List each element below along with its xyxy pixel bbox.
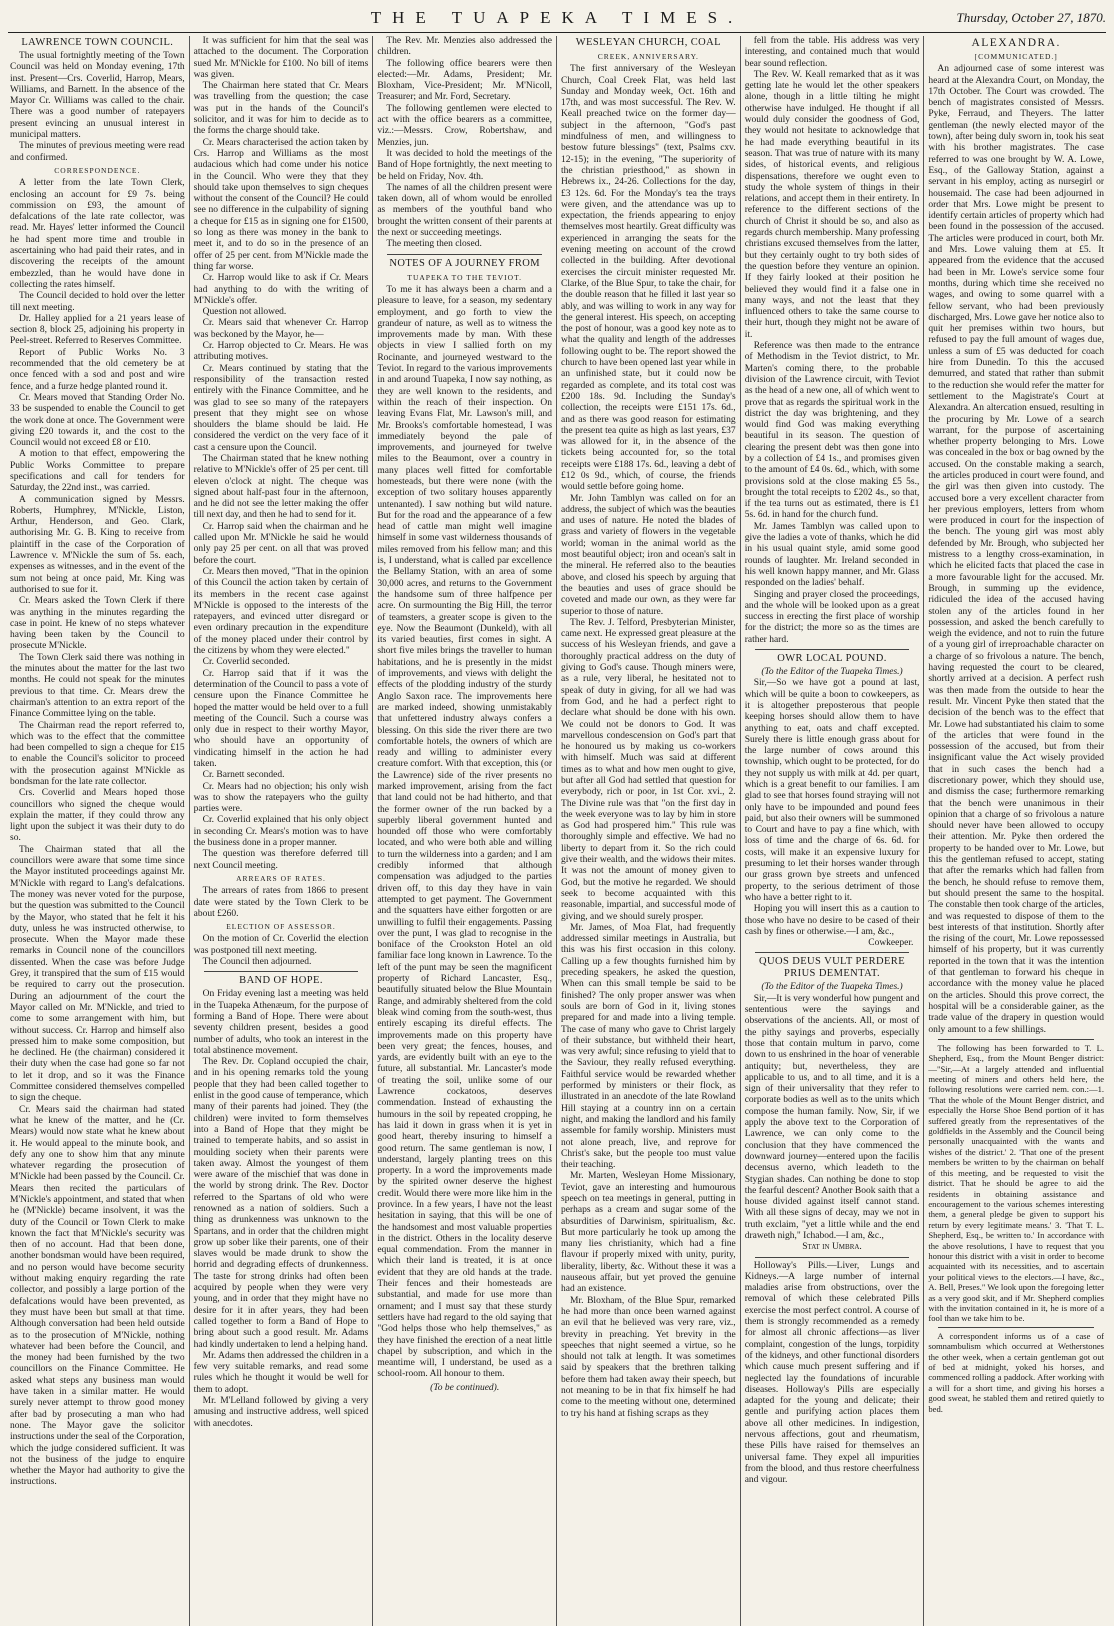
article-paragraph: Cr. Harrop objected to Cr. Mears. He was attributing motives.	[193, 341, 369, 363]
article-paragraph: An adjourned case of some interest was heard at the Alexandra Court, on Monday, the 17th October. The Court was crowded. The bench of magistrates consisted of Messrs. Pyke, Ferraud, and Theyers. The latter gentleman (the newly elected mayor of the town), after being duly sworn in, took his seat with his brother magistrates. The case referred to was one brought by W. A. Lowe, Esq., of the Galloway Station, against a servant in his employ, acting as nursegirl or housemaid. The case had been adjourned in order that Mrs. Lowe might be present to identify certain articles of property which had been found in the possession of the accused. The articles were produced in court, both Mr. and Mrs. Lowe valuing them at £5. It appeared from the evidence that the accused had been in Mr. Lowe's service some four months, during which time she received no wages, and owing to some quarrel with a fellow servant, who had been previously discharged, Mrs. Lowe gave her notice also to quit her premises within two hours, but refused to pay the full amount of wages due, unless a sum of £5 was deducted for coach hire from Dunedin. To this the accused demurred, and stated that rather than submit to the reduction she would refer the matter for settlement to the Magistrate's Court at Alexandra. An altercation ensued, resulting in the procuring by Mr. Lowe of a search warrant, for the purpose of ascertaining whether property belonging to Mrs. Lowe was concealed in the box or bag owned by the accused. On the constable making a search, the articles produced in court were found, and the girl was then given into custody. The accused bore a very excellent character from her previous employers, letters from whom were produced in court for the inspection of the bench. The young girl was most ably defended by Mr. Brough, who subjected her mistress to a lengthy cross-examination, in which he elicited facts that placed the case in a more favourable light for the accused. Mr. Brough, in summing up the evidence, ridiculed the idea of the accused having stolen any of the articles found in her possession, and asked the bench carefully to weigh the evidence, and not to ruin the future of a young girl of irreproachable character on a charge of so frivolous a nature. The bench, having requested the court to be cleared, shortly arrived at a decision. A perfect rush was then made from the outside to hear the result. Mr. Vincent Pyke then stated that the decision of the bench was to the effect that Mr. Lowe had substantiated his claim to some of the articles that were found in the possession of the accused, but from their insignificant value the Act wisely provided that in such cases the bench had a discretionary power, which they should use, and dismiss the case; furthermore remarking that the bench were unanimous in their opinion that a charge of so frivolous a nature should never have been allowed to occupy their attention. Mr. Pyke then ordered the property to be handed over to Mr. Lowe, but this the gentleman refused to accept, stating that after the remarks which had fallen from the bench, he should refuse to remove them, but should present the same to the hospital. The constable then took charge of the articles, and was requested to dispose of them to the best interests of that institution. Shortly after the rising of the court, Mr. Lowe repossessed himself of his property, but it was currently reported in the town that it was the intention of that gentleman to forward his cheque in accordance with the money value he placed on the articles. Should this prove correct, the hospital will be a considerable gainer, as the trade value of the drapery in question would only amount to a few shillings.	[928, 64, 1105, 1035]
article-subheading: ELECTION OF ASSESSOR.	[226, 922, 336, 932]
article-subheading: CREEK, ANNIVERSARY.	[597, 52, 699, 61]
article-paragraph: Mr. John Tamblyn was called on for an address, the subject of which was the beauties and uses of nature. He noted the blades of grass and variety of flowers in the vegetable world; woman in the animal world as the most beautiful object; iron and ocean's salt in the mineral. He referred also to the beauties above, and closed his speech by arguing that the beauties and uses of grace should be coveted and made our own, as they were far superior to those of nature.	[561, 493, 736, 617]
article-paragraph: The first anniversary of the Wesleyan Church, Coal Creek Flat, was held last Sunday and Monday week, Oct. 16th and 17th, and was most successful. The Rev. W. Keall preached twice on the former day—subject in the afternoon, "God's past mindfulness of men, and willingness to bestow future blessings" (text, Psalms cxv. 12-15); in the evening, "The superiority of the christian priesthood," as shown in Hebrews ix., 24-26. Collections for the day, £3 12s. 6d. For the Monday's tea the trays were given, and the attendance was up to expectation, the friends appearing to enjoy themselves most heartily. Great difficulty was experienced in arranging the seats for the evening meeting on account of the crowd collected in the building. After devotional exercises the circuit minister requested Mr. Clarke, of the Blue Spur, to take the chair, for the double reason that he filled it last year so ably, and was willing to work in any way for the general interest. His speech, on accepting the post of honour, was a good key note as to what the quality and length of the addresses following ought to be. The report showed the church to have been opened last year while in an unfinished state, but it could now be regarded as complete, and its total cost was £200 18s. 9d. Including the Sunday's collection, the receipts were £151 17s. 6d., and as there was good reason for estimating the present tea quite as high as last years, £37 was allowed for it, in the absence of the tickets being accounted for, so the total receipts were £188 17s. 6d., leaving a debt of £12 0s 9d., which, of course, the friends would settle before going home.	[561, 64, 736, 493]
article-paragraph: A communication signed by Messrs. Roberts, Humphrey, M'Nickle, Liston, Arthur, Henderson, and Geo. Clark, authorising Mr. G. B. King to receive from plaintiff in the case of the Corporation of Lawrence v. M'Nickle the sum of 5s. each, expenses as witnesses, and in the event of the sum not being at once paid, Mr. King was authorised to sue for it.	[10, 494, 185, 595]
article-paragraph: On the motion of Cr. Coverlid the election was postponed till next meeting.	[193, 934, 369, 956]
article-paragraph: Cr. Coverlid explained that his only object in seconding Cr. Mears's motion was to have the business done in a proper manner.	[193, 815, 369, 849]
article-paragraph: Reference was then made to the entrance of Methodism in the Teviot district, to Mr. Marten's coming there, to the probable division of the Lawrence circuit, with Teviot as the head of a new one, all of which went to prove that as regards the spiritual work in the district the day was brightening, and they would find God was making everything beautiful in its season. The question of clearing the present debt was then gone into by a collection of £4 1s., and promises given to the amount of £4 0s. 6d., which, with some provisions sold at the close making £5 5s., brought the total receipts to £202 4s., so that, if the tea turns out as estimated, there is £1 5s. 6d. in hand for the church fund.	[744, 341, 920, 521]
article-paragraph: Cr. Mears had no objection; his only wish was to show the ratepayers who the guilty parties were.	[193, 781, 369, 815]
column-6	[924, 36, 1108, 1626]
column-rule	[938, 1327, 1094, 1328]
article-paragraph: The usual fortnightly meeting of the Town Council was held on Monday evening, 17th inst. Present—Crs. Coverlid, Harrop, Mears, Williams, and Barnett. In the absence of the Mayor Cr. Williams was called to the chair. There was a good number of ratepayers present evincing an unusual interest in municipal matters.	[10, 51, 185, 141]
article-paragraph: Mr. Adams then addressed the children in a few very suitable remarks, and read some rules which he thought it would be well for them to adopt.	[193, 1350, 369, 1395]
newspaper-title: THE TUAPEKA TIMES.	[370, 8, 744, 27]
article-heading: NOTES OF A JOURNEY FROM	[389, 257, 540, 269]
article-paragraph: To me it has always been a charm and a pleasure to leave, for a season, my sedentary employment, and go forth to view the grandeur of nature, as well as to witness the improvements made by man. With these objects in view I sallied forth on my Rocinante, and journeyed westward to the Teviot. In regard to the various improvements in and around Tuapeka, I now say nothing, as they are well known to the residents, and within the reach of their inspection. On leaving Evans Flat, Mr. Lawson's mill, and Mr. Brooks's comfortable homestead, I was immediately beyond the pale of improvements, and journeyed for twelve miles to the Beaumont, over a country in many places well fitted for comfortable homesteads, but there were none (with the exception of two solitary houses apparently untenanted). I saw nothing but wild nature. But for the road and the appearance of a few head of cattle man might well imagine himself in some vast wilderness thousands of miles removed from his fellow man; and this is, I understand, what is called par excellence the Bellamy Station, with an area of some 30,000 acres, and returns to the Government the handsome sum of three halfpence per acre. On surmounting the Big Hill, the terror of teamsters, a greater scope is given to the eye. Now the Beaumont (Dunkeld), with all its varied beauties, first comes in sight. A short five miles brings the traveller to human habitations, and he is presently in the midst of improvements, and views with delight the effects of the plodding industry of the sturdy Anglo Saxon race. The improvements here are marked indeed, showing unmistakably that unfettered industry always confers a blessing. On this side the river there are two comfortable hotels, the owners of which are ready and willing to administer every creature comfort. With that exception, this (or the Lawrence) side of the river presents no marked improvement, arising from the fact that land could not be had hitherto, and that the former owner of the run backed by a superbly liberal government hunted and hounded off those who were comfortably located, and who were both able and willing to turn the wilderness into a garden; and I am credibly informed that although compensation was adjudged to the parties driven off, to this day they have in vain attempted to get payment. The Government and the squatters have either forgotten or are unwilling to fulfil their engagements. Passing over the punt, I was glad to recognise in the boniface of the Crookston Hotel an old familiar face long known in Lawrence. To the left of the punt may be seen the magnificent property of Richard Lancaster, Esq., beautifully situated below the Blue Mountain Range, and admirably sheltered from the cold bleak wind coming from the south-west, thus entirely escaping its direful effects. The improvements made on this property have been very great; the fences, houses, and yards, are evidently built with an eye to the future, all substantial. Mr. Lancaster's mode of treating the soil, unlike some of our Lawrence cockatoos, deserves commendation. Instead of exhausting the humours in the soil by repeated cropping, he has laid it down in grass when it is yet in good heart, thereby insuring to himself a good return. The same gentleman is now, I understand, largely planting trees on this property. In a word the improvements made by the spirited owner deserve the highest credit. Would there were more like him in the province. In a few years, I have not the least hesitation in saying, that this will be one of the handsomest and most valuable properties in the district. Others in the locality deserve equal commendation. From the manner in which their land is treated, it is at once evident that they are old hands at the trade. Their fences and their homesteads are substantial, and made for use more than ornament; and I must say that these sturdy settlers have had regard to the old saying that "God helps those who help themselves," as they have finished the erection of a neat little chapel by subscription, and which in the meantime will, I understand, be used as a school-room. All honour to them.	[377, 284, 553, 1380]
article-paragraph: Cr. Coverlid seconded.	[202, 657, 290, 668]
article-paragraph: Holloway's Pills.—Liver, Lungs and Kidneys.—A large number of internal maladies arise from obstructions, over the removal of which these celebrated Pills exercise the most perfect control. A course of them is strongly recommended as a remedy for almost all chronic affections—as liver complaint, congestion of the lungs, torpidity of the kidneys, and other functional disorders which cause much present suffering and if neglected lay the foundations of incurable diseases. Holloway's Pills are especially adapted for the young and delicate; their gentle and purifying action places them above all other medicines. In indigestion, nervous affections, gout and rheumatism, these Pills have raised for themselves an universal fame. They expel all impurities from the blood, and thus restore cheerfulness and vigour.	[744, 1260, 920, 1486]
article-paragraph: Crs. Coverlid and Mears hoped those councillors who signed the cheque would explain the matter, if they could throw any light upon the subject it was their duty to do so.	[10, 788, 185, 844]
column-2	[190, 36, 374, 1626]
article-paragraph: The names of all the children present were taken down, all of whom would be enrolled as members of the youthful band who brought the written consent of their parents at the next or succeeding meetings.	[377, 182, 553, 239]
article-paragraph: Dr. Halley applied for a 21 years lease of section 8, block 25, adjoining his property in Peel-street. Referred to Reserves Committee.	[10, 313, 185, 347]
article-heading: ALEXANDRA.	[971, 37, 1061, 49]
article-paragraph: The Rev. W. Keall remarked that as it was getting late he would let the other speakers alone, though in a little tilting he might otherwise have indulged. He thought if all would duly consider the goodness of God, they would not hesitate to acknowledge that he had made everything beautiful in its season. That was true of nature with its many sides, of historical events, and religious dispensations, therefore we ought even to study the whole system of things in their relations, and accept them in their entirety. In reference to the different sections of the church of Christ it should be so, and also as regards church membership. Many professing christians excused themselves from the latter, but they certainly ought to try both sides of the question before they venture an opinion. If they fairly looked at their position he believed they would find it a false one in many ways, and not the least that they influenced others to take the same course to their hurt, though they might not be aware of it.	[744, 69, 920, 340]
article-paragraph: Cr. Barnett seconded.	[202, 770, 285, 781]
article-paragraph: The following gentlemen were elected to act with the office bearers as a committee, viz.:—Messrs. Crow, Robertshaw, and Menzies, jun.	[377, 103, 553, 148]
article-paragraph: The Chairman stated that he knew nothing relative to M'Nickle's offer of 25 per cent. till eleven o'clock at night. The cheque was signed about half-past four in the afternoon, and he did not see the letter making the offer till next day, and then he had to send for it.	[193, 453, 369, 521]
article-paragraph: Cr. Harrop said that if it was the determination of the Council to pass a vote of censure upon the Finance Committee he hoped the matter would be held over to a full meeting of the Council. Such a course was only due in respect to their worthy Mayor, who should have an opportunity of vindicating himself in the action he had taken.	[193, 668, 369, 769]
news-paragraph: The following has been forwarded to T. L. Shepherd, Esq., from the Mount Benger district:—"Sir,—At a largely attended and influential meeting of miners and others held here, the following resolutions were carried nem. con.:—1. 'That the whole of the Mount Benger district, and especially the Horse Shoe Bend portion of it has suffered greatly from the representatives of the goldfields in the Assembly and the Council being personally unacquainted with the wants and wishes of the district.' 2. 'That one of the present members be written to by the chairman on behalf of this meeting, and be requested to visit the district. That he should be agree to aid the residents in obtaining assistance and encouragement to the various schemes interesting them, a general pledge be given to support his return by every legitimate means.' 3. 'That T. L. Shepherd, Esq., be written to.' In accordance with the above resolutions, I have to request that you honour this district with a visit in order to become acquainted with its necessities, and to ascertain your political views to the electors.—I have, &c., A. Bell, Preses." We look upon the foregoing letter as a very good skit, and if Mr. Shepherd complies with the invitation contained in it, he is more of a fool than we take him to be.	[928, 1042, 1105, 1324]
article-paragraph: Sir,—So we have got a pound at last, which will be quite a boon to cowkeepers, as it is altogether preposterous that people keeping horses should allow them to have anything to eat, oats and chaff excepted. Surely there is little enough grass about for the large number of cows around this township, which ought to be protected, for do they not supply us with milk at 4d. per quart, which is a great benefit to our families. I am glad to see that horses found straying will not only have to be impounded and pound fees paid, but also their owners will be summoned to Court and have to pay a fine which, with loss of time and the charge of 6s. 6d. for costs, will make it an expensive luxury for presuming to let their horses wander through our grass grown bye streets and unfenced property, to the serious detriment of those who have a better right to it.	[744, 678, 920, 903]
article-subheading: ARREARS OF RATES.	[236, 873, 326, 883]
article-paragraph: Report of Public Works No. 3 recommended that the old cemetery be at once fenced with a sod and post and wire fence, and a furze hedge planted round it.	[10, 347, 185, 392]
article-paragraph: The Council decided to hold over the letter till next meeting.	[10, 291, 185, 313]
article-paragraph: The arrears of rates from 1866 to present date were stated by the Town Clerk to be about £260.	[193, 886, 369, 919]
editor-address: (To the Editor of the Tuapeka Times.)	[761, 667, 903, 678]
article-paragraph: Mr. M'Lelland followed by giving a very amusing and instructive address, well spiced with anecdotes.	[193, 1396, 369, 1429]
article-paragraph: Cr. Mears said the chairman had stated what he knew of the matter, and he (Cr. Mears) would now state what he knew about it. He would appeal to the minute book, and defy any one to show him that any minute whatever regarding the prosecution of M'Nickle had been passed by the Council. Cr. Mears then recited the particulars of M'Nickle's appointment, and stated that when he (M'Nickle) became insolvent, it was the duty of the Council or Town Clerk to make known the fact that M'Nickle's security was then of no account. Had that been done, another bondsman would have been required, and no person would have become security without making enquiry regarding the rate collector, and possibly a large portion of the defalcations would have been prevented, as they must have been but small at that time. Although conversation had been held outside as to the prosecution of M'Nickle, nothing whatever had been before the Council, and the money had been furnished by the two councillors on the Finance Committee. He asked what steps any business man would have taken in a similar matter. He would surely never attempt to throw good money after bad by prosecuting a man who had none. The Mayor gave the solicitor instructions under the seal of the Corporation, which the judge considered sufficient. It was not the business of the judge to enquire whether the Mayor had authority to give the instructions.	[10, 1104, 185, 1488]
column-5	[741, 36, 925, 1626]
article-paragraph: The Council then adjourned.	[202, 957, 312, 968]
letter-signature: Stat in Umbra.	[802, 1242, 862, 1253]
article-paragraph: Cr. Mears moved that Standing Order No. 33 be suspended to enable the Council to get the work done at once. The Government were giving £20 towards it, and the cost to the Council would not exceed £8 or £10.	[10, 392, 185, 449]
article-paragraph: It was decided to hold the meetings of the Band of Hope fortnightly, the next meeting to be held on Friday, Nov. 4th.	[377, 148, 553, 182]
article-paragraph: Cr. Mears characterised the action taken by Crs. Harrop and Williams as the most audacious which had come under his notice in the Council. Who were they that they should take upon themselves to sign cheques without the consent of the Council? He could see no difference in the culpability of signing a cheque for £15 as in signing one for £1500, so long as there was money in the bank to meet it, and to do so in the presence of an offer of 25 per cent. from M'Nickle made the thing far worse.	[193, 137, 369, 272]
column-rule	[204, 971, 359, 972]
article-paragraph: The following office bearers were then elected:—Mr. Adams, President; Mr. Bloxham, Vice-President; Mr. M'Nicoll, Treasurer; and Mr. Ford, Secretary.	[377, 58, 553, 103]
article-paragraph: Mr. James Tamblyn was called upon to give the ladies a vote of thanks, which he did in his usual quaint style, amid some good rounds of laughter. Mr. Ireland seconded in his well known happy manner, and Mr. Glass responded on the ladies' behalf.	[744, 521, 920, 589]
article-paragraph: Cr. Mears asked the Town Clerk if there was anything in the minutes regarding the case in point. He knew of no steps whatever having been taken by the Council to prosecute M'Nickle.	[10, 596, 185, 652]
column-4	[557, 36, 741, 1626]
article-paragraph: The Town Clerk said there was nothing in the minutes about the matter for the last two months. He could not speak for the minutes previous to that time. Cr. Mears drew the chairman's attention to an extra report of the Finance Committee lying on the table.	[10, 652, 185, 720]
column-rule	[755, 649, 910, 650]
masthead	[8, 6, 1106, 33]
article-paragraph: Sir,—It is very wonderful how pungent and sententious were the sayings and observations of the ancients. All, or most of the pithy sayings and proverbs, especially those that contain multum in parvo, come down to us enshrined in the hoar of venerable antiquity; but, nevertheless, they are applicable to us, and to all time, and it is a sign of their universality that they refer to corporate bodies as well as to the units which compose the human family. Now, Sir, if we apply the above text to the Corporation of Lawrence, we can only come to the conclusion that they have commenced the downward journey—entered upon the facilis decensus averno, which leadeth to the Stygian shades. Can nothing be done to stop the fearful descent? Another Book saith that a house divided against itself cannot stand. With all these signs of decay, may we not in truth exclaim, "yet a little while and the end draweth nigh," Ichabod.—I am, &c.,	[744, 993, 920, 1241]
article-paragraph: On Friday evening last a meeting was held in the Tuapeka Athenæum, for the purpose of forming a Band of Hope. There were about seventy children present, besides a good number of adults, who took an interest in the total abstinence movement.	[193, 989, 369, 1056]
article-heading: WESLEYAN CHURCH, COAL	[575, 37, 721, 48]
article-paragraph: Question not allowed.	[202, 307, 287, 318]
article-subheading: CORRESPONDENCE.	[54, 165, 141, 175]
article-paragraph: Mr. Marten, Wesleyan Home Missionary, Teviot, gave an interesting and humourous speech on tea meetings in general, putting in perhaps as a cream and sugar some of the absurdities of Darwinism, spiritualism, &c. But more particularly he took up among the many lies christianity, which had a fine flavour if properly mixed with unity, purity, liberality, liberty, &c. Without these it was a nauseous affair, but yet proved the genuine had an existence.	[561, 1171, 736, 1295]
article-paragraph: A motion to that effect, empowering the Public Works Committee to prepare specifications and call for tenders for Saturday, the 22nd inst., was carried.	[10, 449, 185, 494]
article-paragraph: Cr. Mears then moved, "That in the opinion of this Council the action taken by certain of its members in the recent case against M'Nickle is opposed to the interests of the ratepayers, and evinced utter disregard or even ordinary precaution in the expenditure of the money placed under their control by the citizens by whom they were elected."	[193, 566, 369, 657]
article-paragraph: fell from the table. His address was very interesting, and contained much that would bear sound reflection.	[744, 36, 920, 69]
article-paragraph: The Chairman here stated that Cr. Mears was travelling from the question; the case was put in the hands of the Council's solicitor, and it was for him to decide as to the forms the charge should take.	[193, 81, 369, 137]
article-paragraph: Singing and prayer closed the proceedings, and the whole will be looked upon as a great success in erecting the first place of worship for the district; the more so as the times are rather hard.	[744, 589, 920, 645]
news-paragraph: A correspondent informs us of a case of somnambulism which occurred at Wetherstones the other week, when a certain gentleman got out of bed at midnight, yoked his horses, and commenced rolling a paddock. After working with a will for a short time, and giving his horses a good sweat, he stabled them and retired quietly to bed.	[928, 1330, 1105, 1414]
article-paragraph: The Rev. J. Telford, Presbyterian Minister, came next. He expressed great pleasure at the success of his Wesleyan friends, and gave a thoroughly practical address on the duty of giving to God's cause. Though miners were, as a rule, very liberal, he hesitated not to speak of duty in giving, for all we had was from God, and he had a perfect right to declare what should be done with his own. We could not be donors to God. It was marvellous condescension on God's part that he honoured us by making us co-workers with himself. Much was said at different times as to what and how men ought to give, but after all God had settled that question for everybody, rich or poor, in 1st Cor. xvi., 2. The Divine rule was that "on the first day in the week everyone was to lay by him in store as God had prospered him." This rule was thoroughly simple and effective. We had no liberty to depart from it. So the rich could give their wealth, and the widows their mites. It was not the amount of money given to God, but the motive he regarded. We should seek to become acquainted with this reasonable, impartial, and successful mode of giving, and we should surely prosper.	[561, 617, 736, 922]
article-subheading: [COMMUNICATED.]	[974, 52, 1058, 61]
article-paragraph: The Chairman read the report referred to, which was to the effect that the committee had been compelled to sign a cheque for £15 to enable the Council's solicitor to proceed with the prosecution against M'Nickle as bondsman for the late rate collector.	[10, 720, 185, 787]
issue-date: Thursday, October 27, 1870.	[956, 10, 1106, 25]
article-subheading: TUAPEKA TO THE TEVIOT.	[407, 272, 522, 282]
article-paragraph: The question was therefore deferred till next Council meeting.	[193, 849, 369, 871]
column-rule	[755, 1257, 910, 1258]
article-paragraph: It was sufficient for him that the seal was attached to the document. The Corporation sued Mr. M'Nickle for £100. No bill of items was given.	[193, 36, 369, 80]
continued-note: (To be continued).	[430, 1382, 500, 1393]
article-paragraph: Hoping you will insert this as a caution to those who have no desire to be cased of their cash by fines or otherwise.—I am, &c.,	[744, 904, 920, 937]
article-paragraph: The minutes of previous meeting were read and confirmed.	[10, 141, 185, 163]
article-paragraph: Mr. James, of Moa Flat, had frequently addressed similar meetings in Australia, but this was his first occasion in this colony. Calling up a few thoughts furnished him by preceding speakers, he asked the question, When can this small temple be said to be finished? The only proper answer was when souls are born of God in it, living stones prepared for and made into a living temple. The case of many who gave to Christ largely of their substance, but withheld their heart, was very awful; since refusing to yield that to the Saviour, they really refused everything. Faithful service would be rewarded whether performed by ministers or their flock, as illustrated in an anecdote of the late Rowland Hill staying at a country inn on a certain night, and making the landlord and his family assemble for family worship. Ministers must not alone preach, live, and reprove for Christ's sake, but the people too must value their teaching.	[561, 922, 736, 1171]
column-rule	[755, 952, 910, 953]
article-paragraph: Cr. Mears continued by stating that the responsibility of the transaction rested entirely with the Finance Committee, and he was glad to see so many of the ratepayers present that they might see on whose shoulders the blame should be laid. He considered the verdict on the very face of it cast a censure upon the Council.	[193, 363, 369, 453]
editor-address: (To the Editor of the Tuapeka Times.)	[761, 982, 903, 993]
column-1	[6, 36, 190, 1626]
article-paragraph: A letter from the late Town Clerk, enclosing an account for £9 7s. being commission on £93, the amount of defalcations of the late rate collector, was read. Mr. Hayes' letter informed the Council he had spent more time and trouble in ascertaining who had paid their rates, and in discovering the receipts of the amount embezzled, than he would have done in collecting the rates himself.	[10, 178, 185, 290]
article-paragraph: Mr. Bloxham, of the Blue Spur, remarked he had more than once been warned against an evil that he believed was very rare, viz., brevity in preaching. Yet brevity in the speeches that night seemed a virtue, so he should not talk at length. It was sometimes said by speakers that the brethren talking before them had taken away their speech, but not meaning to be in that fix himself he had come to the meeting without one, determined to try his hand at fishing scraps as they	[561, 1295, 736, 1419]
column-rule	[938, 1039, 1094, 1040]
article-heading: OWR LOCAL POUND.	[777, 653, 887, 665]
column-rule	[387, 254, 542, 255]
article-paragraph: Cr. Harrop said when the chairman and he called upon Mr. M'Nickle he said he would only pay 25 per cent. on all that was proved before the court.	[193, 521, 369, 566]
article-heading: BAND OF HOPE.	[239, 975, 323, 987]
article-paragraph: The Rev. Dr. Copland occupied the chair, and in his opening remarks told the young people that they had been called together to enlist in the good cause of temperance, which many of their parents had joined. They (the children) were invited to form themselves into a Band of Hope that they might be trained to temperate habits, and so assist in moulding society when their parents were taken away. Almost the youngest of them were aware of the mischief that was done in the world by strong drink. The Rev. Doctor referred to the Spartans of old who were renowned as a nation of soldiers. Such a thing as drunkenness was unknown to the Spartans, and in order that the children might grow up sober like their parents, one of their slaves would be made drunk to show the horrid and degrading effects of drunkenness. The taste for strong drinks had often been acquired by people when they were very young, and in order that they might have no desire for it in after years, they had been called together to form a Band of Hope to bring about such a good result. Mr. Adams had kindly undertaken to lend a helping hand.	[193, 1057, 369, 1350]
article-paragraph: The meeting then closed.	[386, 239, 482, 250]
article-paragraph: The Chairman stated that all the councillors were aware that some time since the Mayor instituted proceedings against Mr. M'Nickle with regard to Lang's defalcations. The money was never voted for the purpose, but the question was submitted to the Council by the Mayor, who stated that he felt it his duty, unless he was instructed otherwise, to prosecute. When the Mayor made these remarks in Council none of the councillors dissented. When the case was before Judge Grey, it transpired that the sum of £15 would be required to carry out the prosecution. During an adjournment of the court the Mayor called on Mr. M'Nickle, and tried to come to some arrangement with him, but without success. Cr. Harrop and himself also pressed him to make some composition, but he declined. He (the chairman) considered it their duty when the case had gone so far not to let it drop, and so it was the Finance Committee considered themselves compelled to sign the cheque.	[10, 844, 185, 1104]
letter-signature: Cowkeeper.	[868, 938, 914, 949]
article-heading: QUOS DEUS VULT PERDERE PRIUS DEMENTAT.	[759, 956, 906, 980]
article-paragraph: Cr. Harrop would like to ask if Cr. Mears had anything to do with the writing of M'Nickle's offer.	[193, 273, 369, 306]
columns	[6, 36, 1108, 1626]
article-paragraph: Cr. Mears said that whenever Cr. Harrop was beckoned by the Mayor, he—	[193, 318, 369, 340]
article-heading: LAWRENCE TOWN COUNCIL.	[21, 37, 174, 48]
column-3	[373, 36, 557, 1626]
article-paragraph: The Rev. Mr. Menzies also addressed the children.	[377, 36, 553, 58]
